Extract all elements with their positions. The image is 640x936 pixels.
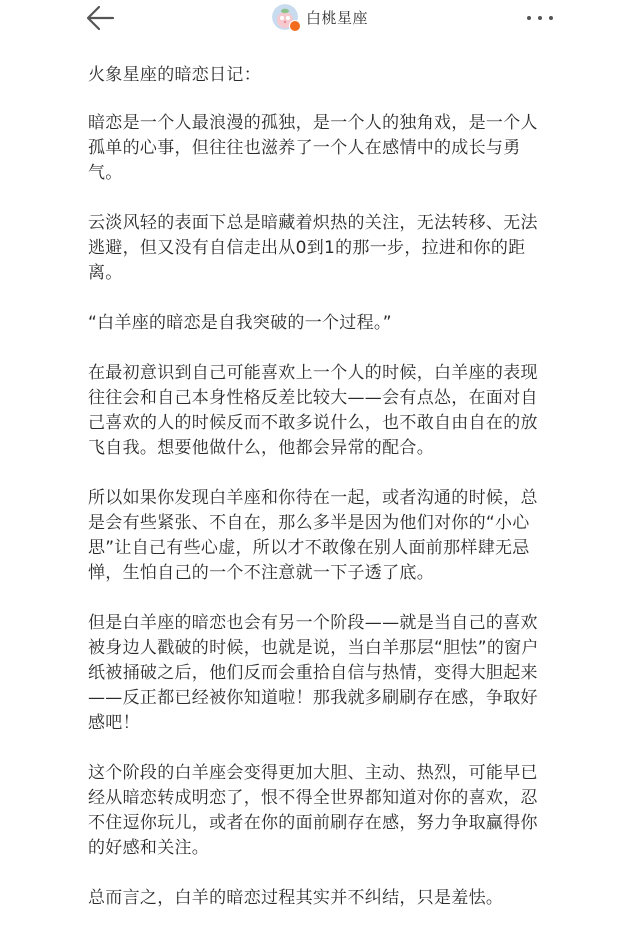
- article-quote: “白羊座的暗恋是自我突破的一个过程。”: [88, 313, 392, 333]
- article-paragraph: 暗恋是一个人最浪漫的孤独，是一个人的独角戏，是一个人孤单的心事，但往往也滋养了一个人在感情中的成长与勇气。: [88, 113, 538, 183]
- more-dots-icon: [522, 8, 558, 28]
- article-conclusion: 总而言之，白羊的暗恋过程其实并不纠结，只是羞怯。: [88, 888, 504, 908]
- article-paragraph: 在最初意识到自己可能喜欢上一个人的时候，白羊座的表现往往会和自己本身性格反差比较大——会有点怂，在面对自己喜欢的人的时候反而不敢多说什么，也不敢自由自在的放飞自我。想要他做什么，他都会异常的配合。: [88, 363, 538, 458]
- article-paragraph: 所以如果你发现白羊座和你待在一起，或者沟通的时候，总是会有些紧张、不自在，那么多半是因为他们对你的“小心思”让自己有些心虚，所以才不敢像在别人面前那样肆无忌惮，生怕自己的一个不注意就一下子透了底。: [88, 488, 538, 583]
- avatar[interactable]: [272, 4, 298, 30]
- top-bar: [76, 0, 564, 38]
- account-name[interactable]: 白桃星座: [305, 8, 368, 27]
- article-body: [88, 63, 554, 936]
- article-paragraph: 这个阶段的白羊座会变得更加大胆、主动、热烈，可能早已经从暗恋转成明恋了，恨不得全世界都知道对你的喜欢，忍不住逗你玩儿，或者在你的面前刷存在感，努力争取赢得你的好感和关注。: [88, 763, 538, 858]
- verified-badge-icon: [289, 20, 301, 32]
- post-page: [76, 0, 564, 908]
- article-paragraph: 云淡风轻的表面下总是暗藏着炽热的关注，无法转移、无法逃避，但又没有自信走出从0到1的那一步，拉进和你的距离。: [88, 213, 538, 283]
- article-paragraph: 但是白羊座的暗恋也会有另一个阶段——就是当自己的喜欢被身边人戳破的时候，也就是说，当白羊那层“胆怯”的窗户纸被捅破之后，他们反而会重拾自信与热情，变得大胆起来——反正都已经被你知道啦！那我就多刷刷存在感，争取好感吧！: [88, 613, 539, 733]
- account-header[interactable]: [76, 4, 564, 32]
- article-heading: 火象星座的暗恋日记：: [88, 65, 261, 85]
- more-button[interactable]: [522, 8, 558, 28]
